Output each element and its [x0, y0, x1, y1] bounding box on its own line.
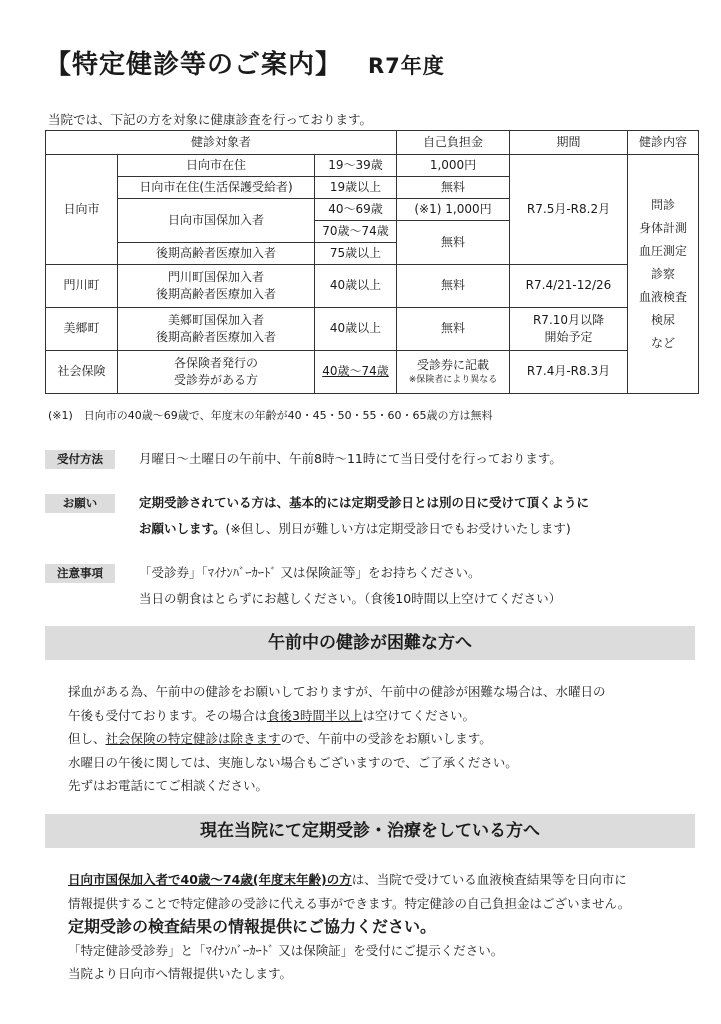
reception-label: 受付方法: [45, 450, 115, 469]
table-row: [46, 265, 699, 308]
request-line2-bold: お願いします。: [139, 521, 226, 536]
content-item: 血圧測定: [638, 243, 687, 258]
fee-cell: 無料: [397, 221, 510, 265]
para-emphasis: 定期受診の検査結果の情報提供にご協力ください。: [68, 917, 437, 936]
age-cell: 40歳以上: [315, 308, 397, 351]
city-shakai: 社会保険: [46, 351, 118, 394]
age-cell: 40歳以上: [315, 265, 397, 308]
para-text: は空けてください。: [362, 707, 475, 723]
notes-text: [139, 560, 561, 612]
age-cell: 75歳以上: [315, 243, 397, 265]
condition-line: 後期高齢者医療加入者: [155, 330, 276, 344]
para-line: 情報提供することで特定健診の受診に代える事ができます。特定健診の自己負担金はございません。: [68, 895, 631, 911]
header-period: 期間: [510, 131, 628, 155]
request-text: [139, 490, 589, 542]
notes-label: 注意事項: [45, 564, 115, 583]
fee-cell: 1,000円: [397, 155, 510, 177]
para-text: ので、午前中の受診をお願いします。: [280, 731, 492, 746]
para-line: 水曜日の午後に関しては、実施しない場合もございますので、ご了承ください。: [68, 754, 518, 770]
content-item: 身体計測: [638, 220, 687, 235]
content-item: 血液検査: [638, 289, 687, 304]
notes-line2: 当日の朝食はとらずにお越しください。（食後10時間以上空けてください）: [139, 591, 562, 606]
condition-cell: 日向市在住: [118, 155, 315, 177]
table-row: [46, 308, 699, 351]
condition-cell: [118, 351, 315, 394]
section-heading-regular: 現在当院にて定期受診・治療をしている方へ: [45, 814, 695, 848]
fiscal-year: R7年度: [368, 54, 445, 78]
fee-note: ※保険者により異なる: [408, 375, 498, 386]
title-text: 【特定健診等のご案内】: [45, 50, 343, 80]
condition-line: 美郷町国保加入者: [167, 312, 264, 327]
condition-line: 後期高齢者医療加入者: [155, 287, 276, 301]
condition-cell: [118, 308, 315, 351]
condition-line: 受診券がある方: [173, 373, 258, 387]
condition-cell: 日向市国保加入者: [118, 199, 315, 243]
section-morning-body: [68, 680, 606, 798]
period-line: R7.10月以降: [532, 312, 605, 327]
period-kadogawa: R7.4/21-12/26: [510, 265, 628, 308]
request-line1: 定期受診されている方は、基本的には定期受診日とは別の日に受けて頂くように: [139, 495, 590, 510]
para-underline: 社会保険の特定健診は除きます: [105, 731, 281, 746]
para-line: 先ずはお電話にてご相談ください。: [68, 778, 269, 793]
content-item: 診察: [650, 266, 675, 281]
section-regular-body: [68, 868, 630, 986]
fee-cell: 無料: [397, 308, 510, 351]
header-fee: 自己負担金: [397, 131, 510, 155]
city-misato: 美郷町: [46, 308, 118, 351]
header-target: 健診対象者: [46, 131, 397, 155]
content-item: 検尿: [650, 312, 675, 327]
content-cell: [628, 155, 699, 394]
para-line: 「特定健診受診券」と「ﾏｲﾅﾝﾊﾞｰｶｰﾄﾞ 又は保険証」を受付にご提示ください。: [68, 942, 504, 958]
para-underline: 食後3時間半以上: [267, 707, 363, 723]
period-misato: [510, 308, 628, 351]
content-item: など: [650, 335, 675, 350]
header-content: 健診内容: [628, 131, 699, 155]
notes-line1: 「受診券」「ﾏｲﾅﾝﾊﾞｰｶｰﾄﾞ 又は保険証等」をお持ちください。: [139, 565, 481, 580]
checkup-table: [45, 130, 699, 394]
age-cell: 19歳以上: [315, 177, 397, 199]
age-cell: 70歳〜74歳: [315, 221, 397, 243]
request-line2-rest: (※但し、別日が難しい方は定期受診日でもお受けいたします): [225, 521, 571, 536]
intro-text: 当院では、下記の方を対象に健康診査を行っております。: [48, 112, 373, 127]
fee-cell: 無料: [397, 265, 510, 308]
condition-line: 門川町国保加入者: [167, 269, 264, 284]
para-line: [68, 727, 606, 751]
age-cell: 19〜39歳: [315, 155, 397, 177]
footnote: (※1) 日向市の40歳〜69歳で、年度末の年齢が40・45・50・55・60・65歳の方は無料: [48, 409, 493, 422]
para-text: は、当院で受けている血液検査結果等を日向市に: [351, 872, 627, 887]
para-line: [68, 704, 606, 728]
fee-cell: [397, 351, 510, 394]
para-text: 午後も受付ております。その場合は: [68, 707, 268, 723]
period-line: 開始予定: [544, 330, 593, 344]
page-title: [45, 44, 445, 81]
table-row: [46, 351, 699, 394]
para-text: 但し、: [68, 731, 106, 746]
period-shakai: R7.4月-R8.3月: [510, 351, 628, 394]
para-underline: 日向市国保加入者で40歳〜74歳(年度末年齢)の方: [68, 872, 352, 887]
fee-line: 受診券に記載: [416, 357, 489, 372]
age-cell: 40〜69歳: [315, 199, 397, 221]
city-hyuga: 日向市: [46, 155, 118, 265]
para-line: 採血がある為、午前中の健診をお願いしておりますが、午前中の健診が困難な場合は、水曜日の: [68, 684, 606, 699]
para-line: [68, 868, 630, 892]
content-item: 問診: [650, 197, 675, 212]
section-heading-morning: 午前中の健診が困難な方へ: [45, 626, 695, 660]
city-kadogawa: 門川町: [46, 265, 118, 308]
table-row: [46, 155, 699, 177]
condition-cell: 後期高齢者医療加入者: [118, 243, 315, 265]
reception-text: 月曜日〜土曜日の午前中、午前8時〜11時にて当日受付を行っております。: [139, 451, 562, 466]
period-hyuga: R7.5月-R8.2月: [510, 155, 628, 265]
para-line: 当院より日向市へ情報提供いたします。: [68, 966, 293, 981]
condition-cell: 日向市在住(生活保護受給者): [118, 177, 315, 199]
age-cell: 40歳〜74歳: [315, 351, 397, 394]
request-label: お願い: [45, 494, 115, 513]
fee-cell: (※1) 1,000円: [397, 199, 510, 221]
condition-cell: [118, 265, 315, 308]
fee-cell: 無料: [397, 177, 510, 199]
condition-line: 各保険者発行の: [173, 355, 258, 370]
